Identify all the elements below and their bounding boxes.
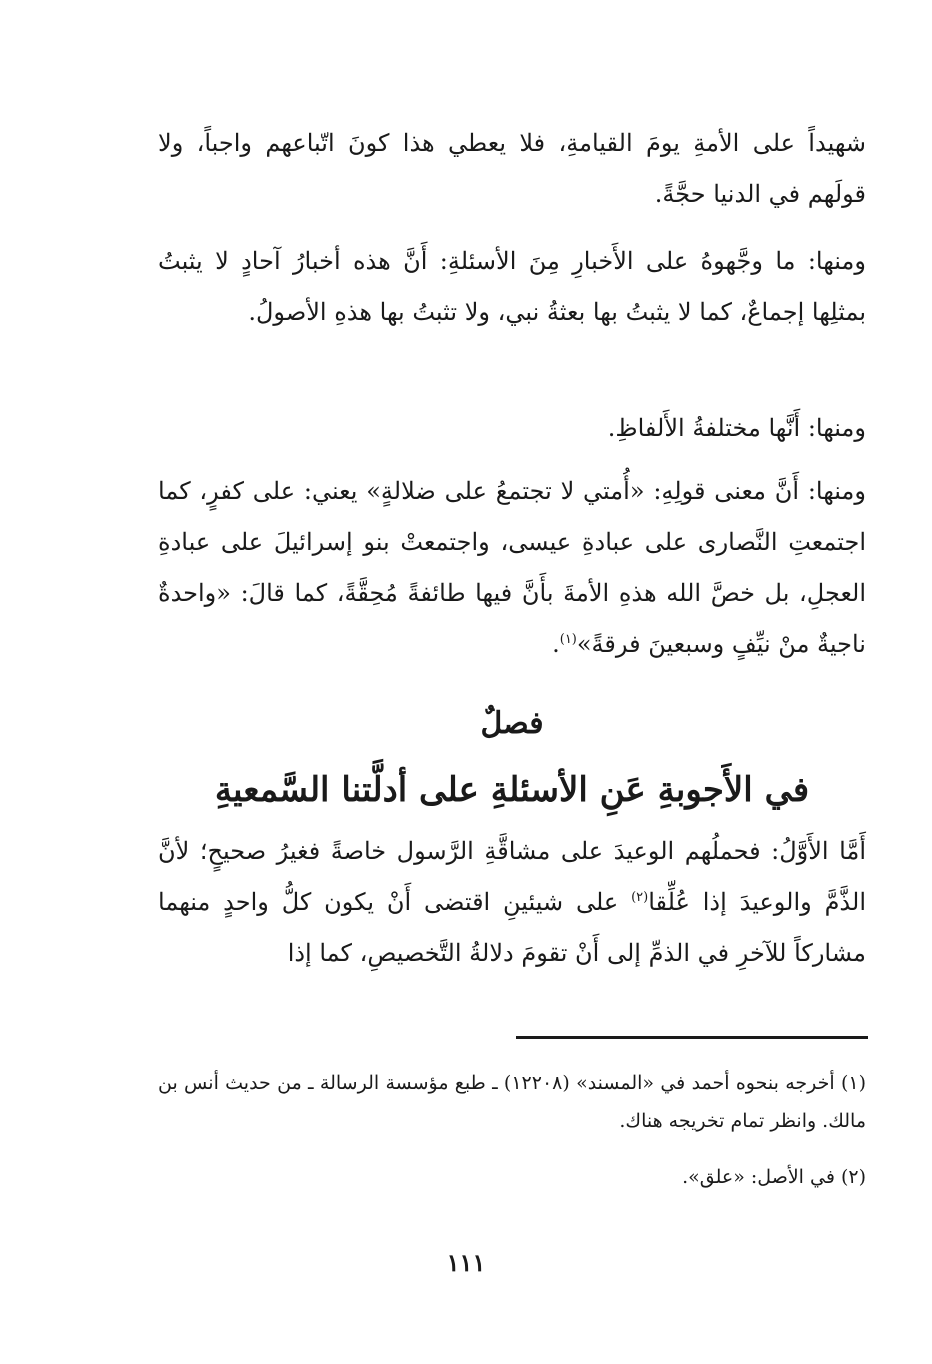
section-heading: في الأَجوبةِ عَنِ الأسئلةِ على أدلَّتنا السَّمعيةِ [214, 770, 810, 810]
paragraph-5-text-a: أَمَّا الأَوَّلُ: فحملُهم الوعيدَ على مشاقَّةِ الرَّسول خاصةً فغيرُ صحيحٍ؛ لأنَّ الذَّمَّ والوعيدَ إذا عُلِّقا [158, 837, 867, 916]
paragraph-4-text: ومنها: أَنَّ معنى قولِهِ: «أُمتي لا تجتمعُ على ضلالةٍ» يعني: على كفرٍ، كما اجتمعتِ النَّصارى على عبادةِ عيسى، واجتمعتْ بنو إسرائيلَ على عبادةِ العجلِ، بل خصَّ الله هذهِ الأمةَ بأَنَّ فيها طائفةً مُحِقَّةً، كما قالَ: «واحدةٌ ناجيةٌ منْ نيِّفٍ وسبعينَ فرقةً» [158, 477, 866, 658]
paragraph-5-text-b: على شيئينِ اقتضى أَنْ يكون كلُّ واحدٍ منهما مشاركاً للآخرِ في الذمِّ إلى أَنْ تقومَ دلالةُ التَّخصيصِ، كما إذا [158, 888, 866, 967]
footnote-ref-1: (١) [559, 632, 577, 647]
paragraph-4-end: . [552, 630, 560, 658]
paragraph-2: ومنها: ما وجَّهوهُ على الأَخبارِ مِنَ الأسئلةِ: أَنَّ هذه أخبارُ آحادٍ لا يثبتُ بمثلِها إجماعٌ، كما لا يثبتُ بها بعثةُ نبي، ولا تثبتُ بها هذهِ الأصولُ. [158, 247, 866, 326]
section-label: فصلٌ [480, 706, 544, 741]
footnote-1: (١) أخرجه بنحوه أحمد في «المسند» (١٢٢٠٨) ـ طبع مؤسسة الرسالة ـ من حديث أنس بن مالك. وانظر تمام تخريجه هناك. [158, 1072, 866, 1132]
paragraph-3: ومنها: أَنَّها مختلفةُ الأَلفاظِ. [607, 414, 866, 442]
paragraph-5 [158, 826, 866, 979]
paragraph-4 [158, 466, 866, 670]
footnote-separator [516, 1036, 868, 1039]
footnote-ref-2: (٢) [631, 890, 649, 905]
paragraph-1: شهيداً على الأمةِ يومَ القيامةِ، فلا يعطي هذا كونَ اتّباعهم واجباً، ولا قولَهم في الدنيا حجَّةً. [158, 129, 866, 208]
footnote-2: (٢) في الأصل: «علق». [682, 1166, 866, 1188]
page-number: ١١١ [446, 1248, 486, 1277]
